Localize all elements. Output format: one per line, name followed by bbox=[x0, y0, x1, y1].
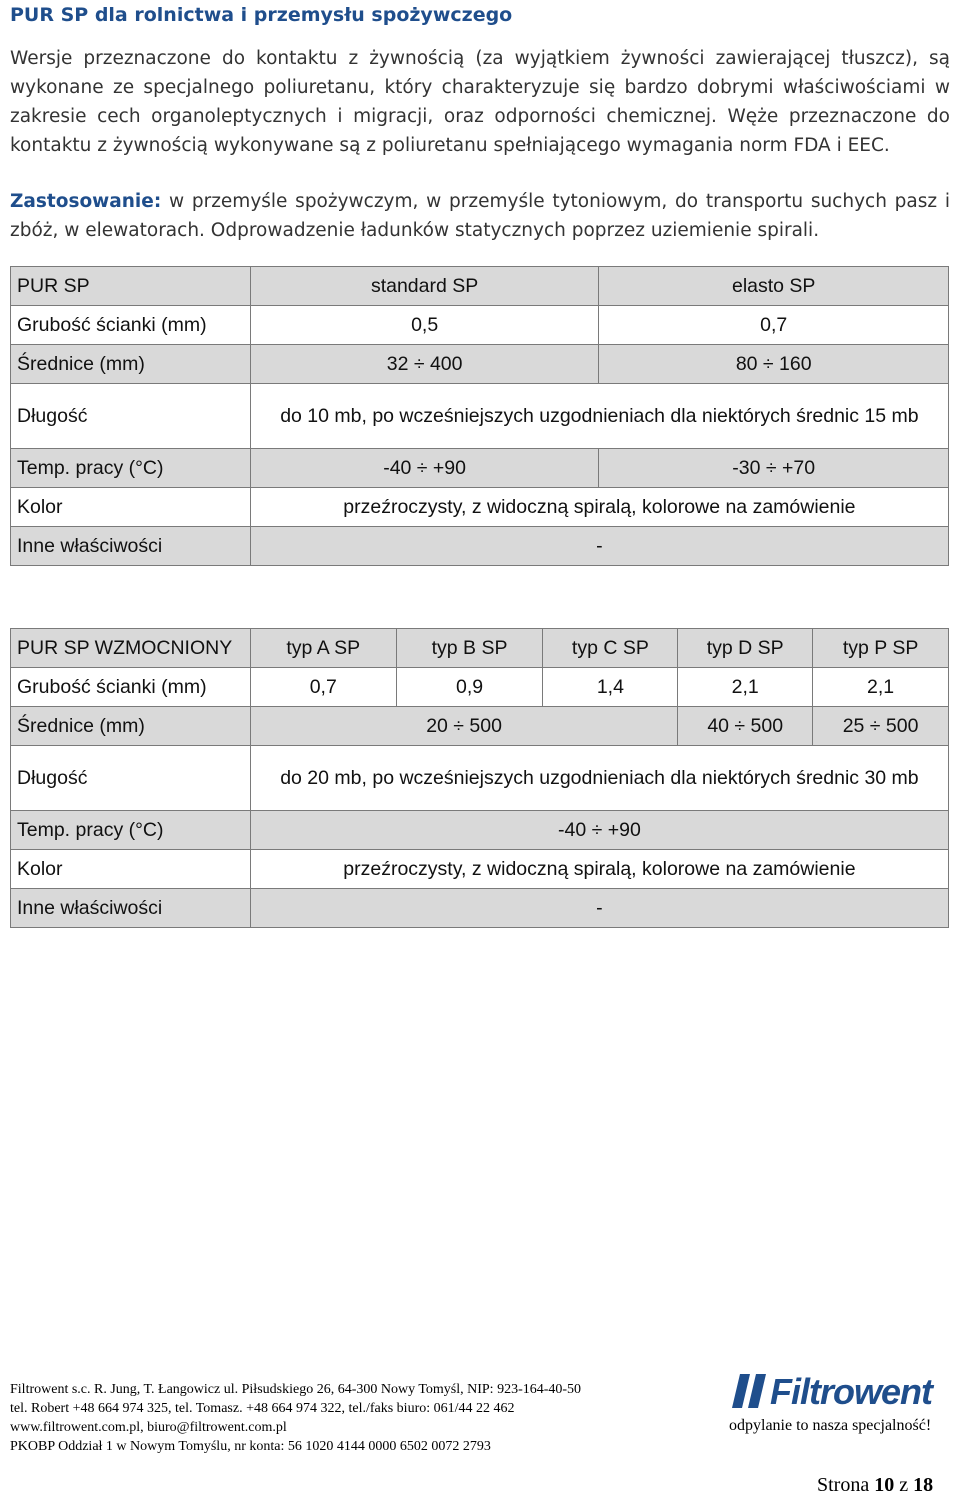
table-row bbox=[11, 707, 949, 746]
page-current: 10 bbox=[874, 1474, 895, 1496]
footer-web-email: www.filtrowent.com.pl, biuro@filtrowent.com.pl bbox=[10, 1420, 287, 1435]
table-cell: 2,1 bbox=[678, 668, 813, 707]
table-header-cell: typ A SP bbox=[250, 629, 396, 668]
page-separator: z bbox=[894, 1474, 914, 1496]
table-cell: -40 ÷ +90 bbox=[250, 811, 948, 850]
table-row bbox=[11, 345, 949, 384]
table-cell: 40 ÷ 500 bbox=[678, 707, 813, 746]
table-header-cell: typ B SP bbox=[396, 629, 543, 668]
table-row bbox=[11, 811, 949, 850]
table-cell: 25 ÷ 500 bbox=[813, 707, 949, 746]
table-header-cell: typ C SP bbox=[543, 629, 678, 668]
row-label: Długość bbox=[11, 384, 251, 449]
table-row bbox=[11, 306, 949, 345]
table-cell: 0,7 bbox=[250, 668, 396, 707]
row-label: Inne właściwości bbox=[11, 527, 251, 566]
section-title: PUR SP dla rolnictwa i przemysłu spożywczego bbox=[10, 4, 513, 26]
table-cell: 32 ÷ 400 bbox=[250, 345, 599, 384]
table-header-row bbox=[11, 629, 949, 668]
table-cell: - bbox=[250, 527, 948, 566]
table-row bbox=[11, 527, 949, 566]
row-label: Długość bbox=[11, 746, 251, 811]
table-row bbox=[11, 449, 949, 488]
table-header-cell: PUR SP WZMOCNIONY bbox=[11, 629, 251, 668]
table-row bbox=[11, 746, 949, 811]
row-label: Inne właściwości bbox=[11, 889, 251, 928]
row-label: Grubość ścianki (mm) bbox=[11, 306, 251, 345]
table-row bbox=[11, 889, 949, 928]
table-header-cell: typ P SP bbox=[813, 629, 949, 668]
table-row bbox=[11, 668, 949, 707]
row-label: Temp. pracy (°C) bbox=[11, 449, 251, 488]
table-cell: 80 ÷ 160 bbox=[599, 345, 949, 384]
table-row bbox=[11, 850, 949, 889]
company-footer bbox=[10, 1380, 581, 1456]
row-label: Grubość ścianki (mm) bbox=[11, 668, 251, 707]
table-cell: 0,9 bbox=[396, 668, 543, 707]
page-total: 18 bbox=[913, 1474, 934, 1496]
pur-sp-reinforced-table bbox=[10, 628, 949, 928]
table-header-row bbox=[11, 267, 949, 306]
table-header-cell: elasto SP bbox=[599, 267, 949, 306]
row-label: Temp. pracy (°C) bbox=[11, 811, 251, 850]
table-cell: - bbox=[250, 889, 948, 928]
pur-sp-table bbox=[10, 266, 949, 566]
company-slogan: odpylanie to nasza specjalność! bbox=[729, 1417, 932, 1434]
table-row bbox=[11, 488, 949, 527]
table-cell: 0,5 bbox=[250, 306, 599, 345]
page-number bbox=[817, 1474, 933, 1497]
footer-bank-account: PKOBP Oddział 1 w Nowym Tomyślu, nr konta: 56 1020 4144 0000 6502 0072 2793 bbox=[10, 1439, 491, 1454]
page-prefix: Strona bbox=[817, 1474, 875, 1496]
row-label: Średnice (mm) bbox=[11, 345, 251, 384]
table-header-cell: standard SP bbox=[250, 267, 599, 306]
footer-address: Filtrowent s.c. R. Jung, T. Łangowicz ul. Piłsudskiego 26, 64-300 Nowy Tomyśl, NIP: 923-164-40-50 bbox=[10, 1382, 582, 1397]
table-cell: przeźroczysty, z widoczną spiralą, kolorowe na zamówienie bbox=[250, 488, 948, 527]
table-row bbox=[11, 384, 949, 449]
application-label: Zastosowanie: bbox=[10, 191, 162, 212]
application-paragraph bbox=[10, 187, 950, 245]
table-cell: 2,1 bbox=[813, 668, 949, 707]
row-label: Kolor bbox=[11, 850, 251, 889]
table-cell: do 20 mb, po wcześniejszych uzgodnieniach dla niektórych średnic 30 mb bbox=[250, 746, 948, 811]
table-header-cell: typ D SP bbox=[678, 629, 813, 668]
table-cell: 20 ÷ 500 bbox=[250, 707, 677, 746]
table-cell: 1,4 bbox=[543, 668, 678, 707]
row-label: Kolor bbox=[11, 488, 251, 527]
table-cell: do 10 mb, po wcześniejszych uzgodnieniach dla niektórych średnic 15 mb bbox=[250, 384, 948, 449]
table-cell: -40 ÷ +90 bbox=[250, 449, 599, 488]
table-cell: -30 ÷ +70 bbox=[599, 449, 949, 488]
table-header-cell: PUR SP bbox=[11, 267, 251, 306]
table-cell: 0,7 bbox=[599, 306, 949, 345]
intro-paragraph: Wersje przeznaczone do kontaktu z żywnością (za wyjątkiem żywności zawierającej tłuszcz), są wykonane ze specjalnego poliuretanu, który charakteryzuje się bardzo dobrymi właściwościami w zakresie cech organoleptycznych i migracji, oraz odporności chemicznej. Węże przeznaczone do kontaktu z żywnością wykonywane są z poliuretanu spełniającego wymagania norm FDA i EEC. bbox=[10, 48, 950, 156]
row-label: Średnice (mm) bbox=[11, 707, 251, 746]
application-text: w przemyśle spożywczym, w przemyśle tytoniowym, do transportu suchych pasz i zbóż, w elewatorach. Odprowadzenie ładunków statycznych poprzez uziemienie spirali. bbox=[10, 191, 950, 241]
table-cell: przeźroczysty, z widoczną spiralą, kolorowe na zamówienie bbox=[250, 850, 948, 889]
footer-phones: tel. Robert +48 664 974 325, tel. Tomasz. +48 664 974 322, tel./faks biuro: 061/44 22 462 bbox=[10, 1401, 515, 1416]
filtrowent-logo: Filtrowent bbox=[770, 1371, 932, 1412]
